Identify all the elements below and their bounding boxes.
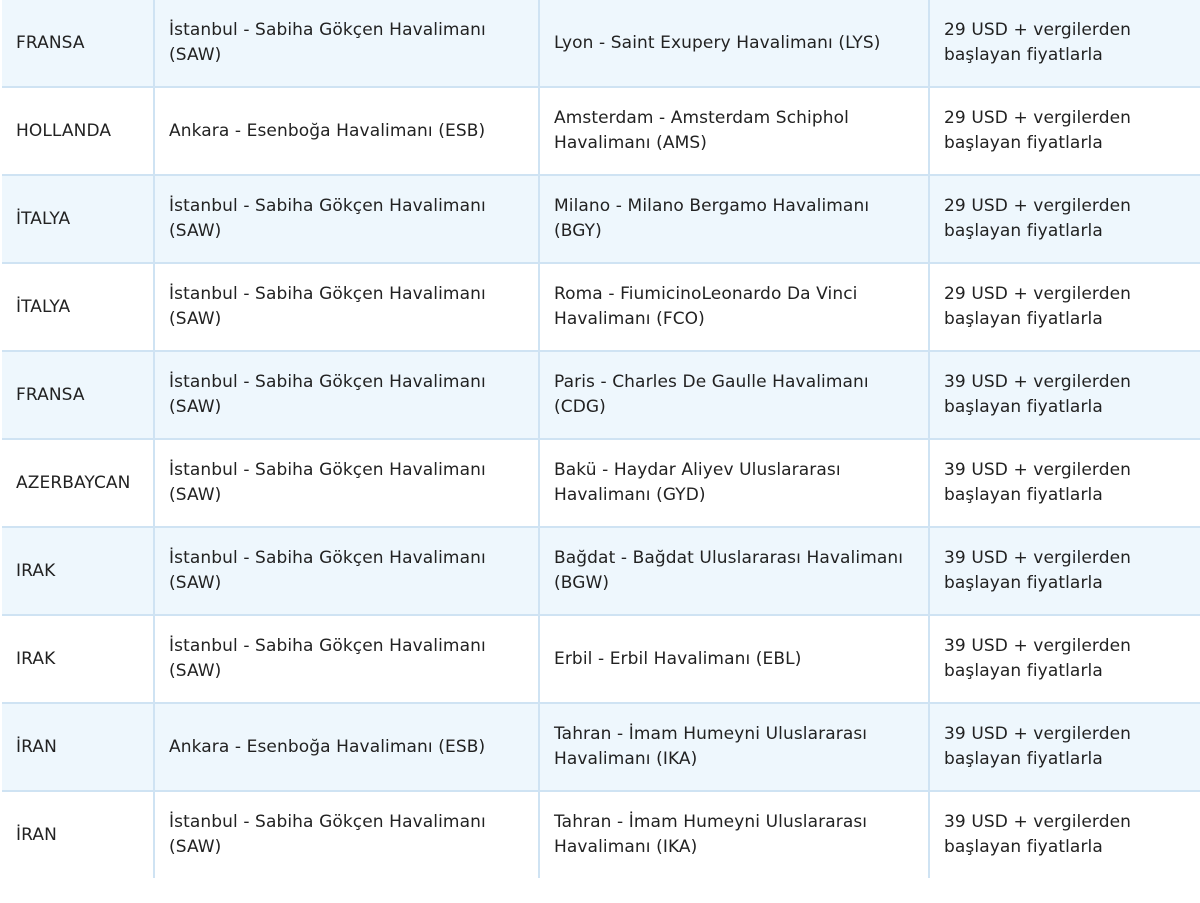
country-cell: IRAK <box>2 527 154 615</box>
price-cell: 29 USD + vergilerden başlayan fiyatlarla <box>929 263 1200 351</box>
country-cell: FRANSA <box>2 0 154 87</box>
table-row <box>2 351 1200 439</box>
flight-routes-table <box>2 0 1200 878</box>
price-cell: 39 USD + vergilerden başlayan fiyatlarla <box>929 703 1200 791</box>
price-cell: 39 USD + vergilerden başlayan fiyatlarla <box>929 351 1200 439</box>
country-cell: İRAN <box>2 791 154 878</box>
country-cell: İTALYA <box>2 263 154 351</box>
table-row <box>2 439 1200 527</box>
price-cell: 39 USD + vergilerden başlayan fiyatlarla <box>929 439 1200 527</box>
origin-airport-cell: İstanbul - Sabiha Gökçen Havalimanı (SAW) <box>154 439 539 527</box>
price-cell: 39 USD + vergilerden başlayan fiyatlarla <box>929 615 1200 703</box>
country-cell: IRAK <box>2 615 154 703</box>
price-cell: 39 USD + vergilerden başlayan fiyatlarla <box>929 527 1200 615</box>
table-row <box>2 87 1200 175</box>
country-cell: HOLLANDA <box>2 87 154 175</box>
country-cell: FRANSA <box>2 351 154 439</box>
destination-airport-cell: Tahran - İmam Humeyni Uluslararası Havalimanı (IKA) <box>539 703 929 791</box>
table-row <box>2 263 1200 351</box>
table-row <box>2 175 1200 263</box>
destination-airport-cell: Roma - FiumicinoLeonardo Da Vinci Havalimanı (FCO) <box>539 263 929 351</box>
table-row <box>2 791 1200 878</box>
country-cell: AZERBAYCAN <box>2 439 154 527</box>
destination-airport-cell: Bağdat - Bağdat Uluslararası Havalimanı (BGW) <box>539 527 929 615</box>
destination-airport-cell: Tahran - İmam Humeyni Uluslararası Havalimanı (IKA) <box>539 791 929 878</box>
table-row <box>2 527 1200 615</box>
origin-airport-cell: İstanbul - Sabiha Gökçen Havalimanı (SAW) <box>154 527 539 615</box>
destination-airport-cell: Paris - Charles De Gaulle Havalimanı (CDG) <box>539 351 929 439</box>
price-cell: 39 USD + vergilerden başlayan fiyatlarla <box>929 791 1200 878</box>
price-cell: 29 USD + vergilerden başlayan fiyatlarla <box>929 0 1200 87</box>
country-cell: İRAN <box>2 703 154 791</box>
origin-airport-cell: İstanbul - Sabiha Gökçen Havalimanı (SAW) <box>154 0 539 87</box>
origin-airport-cell: Ankara - Esenboğa Havalimanı (ESB) <box>154 87 539 175</box>
destination-airport-cell: Bakü - Haydar Aliyev Uluslararası Havalimanı (GYD) <box>539 439 929 527</box>
price-cell: 29 USD + vergilerden başlayan fiyatlarla <box>929 87 1200 175</box>
destination-airport-cell: Erbil - Erbil Havalimanı (EBL) <box>539 615 929 703</box>
table-row <box>2 703 1200 791</box>
flight-routes-table-body <box>2 0 1200 878</box>
country-cell: İTALYA <box>2 175 154 263</box>
destination-airport-cell: Amsterdam - Amsterdam Schiphol Havalimanı (AMS) <box>539 87 929 175</box>
destination-airport-cell: Milano - Milano Bergamo Havalimanı (BGY) <box>539 175 929 263</box>
origin-airport-cell: İstanbul - Sabiha Gökçen Havalimanı (SAW) <box>154 791 539 878</box>
origin-airport-cell: İstanbul - Sabiha Gökçen Havalimanı (SAW) <box>154 175 539 263</box>
destination-airport-cell: Lyon - Saint Exupery Havalimanı (LYS) <box>539 0 929 87</box>
table-row <box>2 615 1200 703</box>
price-cell: 29 USD + vergilerden başlayan fiyatlarla <box>929 175 1200 263</box>
origin-airport-cell: İstanbul - Sabiha Gökçen Havalimanı (SAW) <box>154 263 539 351</box>
table-row <box>2 0 1200 87</box>
origin-airport-cell: Ankara - Esenboğa Havalimanı (ESB) <box>154 703 539 791</box>
origin-airport-cell: İstanbul - Sabiha Gökçen Havalimanı (SAW) <box>154 351 539 439</box>
origin-airport-cell: İstanbul - Sabiha Gökçen Havalimanı (SAW) <box>154 615 539 703</box>
